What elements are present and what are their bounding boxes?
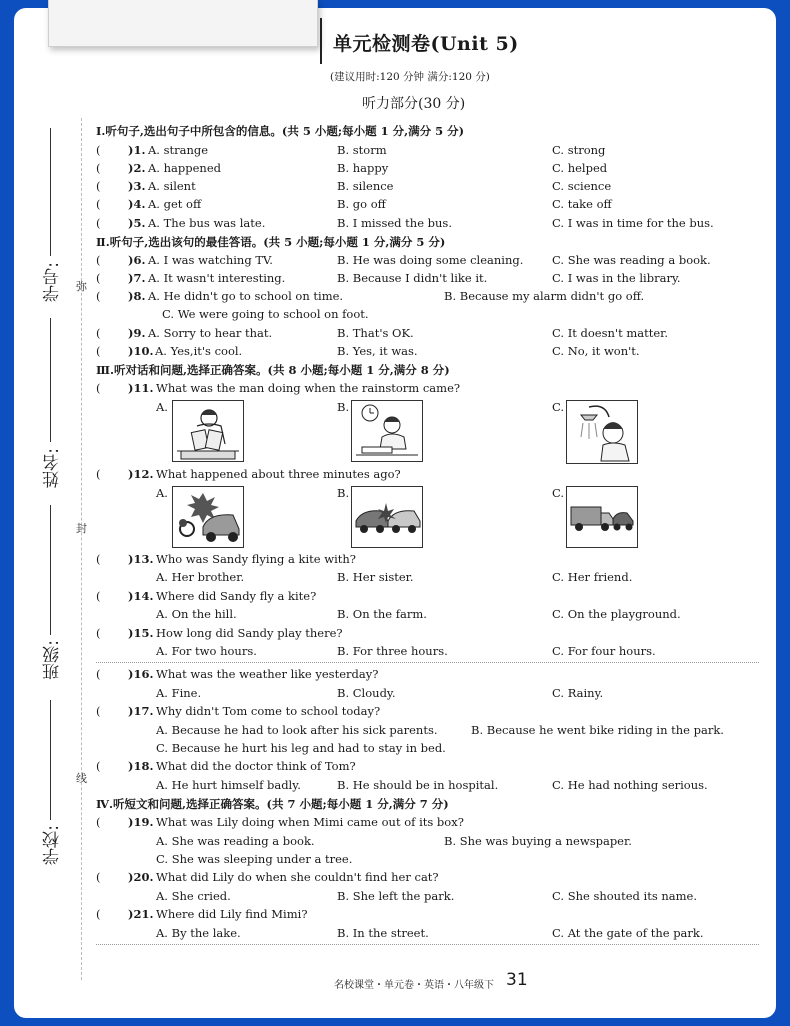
q10-option-b: B. Yes, it was. <box>337 344 418 358</box>
q3-number: )3. <box>128 179 146 193</box>
q5-number: )5. <box>128 216 146 230</box>
q21-option-c: C. At the gate of the park. <box>552 926 704 940</box>
q17-option-b: B. Because he went bike riding in the park. <box>471 723 724 737</box>
listening-section-title: 听力部分(30 分) <box>362 96 466 112</box>
q17-number: )17. <box>128 704 154 718</box>
q11-option-a-label: A. <box>156 400 168 414</box>
q15-number: )15. <box>128 626 154 640</box>
q14-number: )14. <box>128 589 154 603</box>
page-number: 31 <box>506 970 528 990</box>
q21-option-a: A. By the lake. <box>156 926 241 940</box>
q13-question: Who was Sandy flying a kite with? <box>156 552 356 566</box>
q10-number: )10. <box>128 344 154 358</box>
q1-option-b: B. storm <box>337 143 387 157</box>
q6-option-a: A. I was watching TV. <box>148 253 273 267</box>
q2-option-b: B. happy <box>337 161 389 175</box>
answer-paren: ( <box>96 271 101 285</box>
q16-question: What was the weather like yesterday? <box>156 667 379 681</box>
answer-paren: ( <box>96 197 101 211</box>
footer-series-title: 名校课堂・单元卷・英语・八年级下 <box>334 980 494 991</box>
q15-option-c: C. For four hours. <box>552 644 656 658</box>
answer-paren: ( <box>96 143 101 157</box>
q17-option-c: C. Because he hurt his leg and had to stay in bed. <box>156 741 446 755</box>
q16-option-a: A. Fine. <box>156 686 202 700</box>
q10-option-c: C. No, it won't. <box>552 344 640 358</box>
q15-option-b: B. For three hours. <box>337 644 448 658</box>
q18-option-a: A. He hurt himself badly. <box>156 778 301 792</box>
q14-option-a: A. On the hill. <box>156 607 237 621</box>
q13-option-a: A. Her brother. <box>156 570 245 584</box>
title-rule <box>320 18 322 64</box>
q4-option-a: A. get off <box>148 197 202 211</box>
answer-paren: ( <box>96 626 101 640</box>
q16-option-c: C. Rainy. <box>552 686 604 700</box>
q14-option-b: B. On the farm. <box>337 607 427 621</box>
q8-option-c: C. We were going to school on foot. <box>162 307 369 321</box>
q5-option-a: A. The bus was late. <box>148 216 266 230</box>
q16-number: )16. <box>128 667 154 681</box>
dotted-separator <box>96 662 759 663</box>
part1-heading: Ⅰ.听句子,选出句子中所包含的信息。(共 5 小题;每小题 1 分,满分 5 分) <box>96 124 465 138</box>
q3-option-a: A. silent <box>148 179 196 193</box>
answer-paren: ( <box>96 467 101 481</box>
q20-number: )20. <box>128 870 154 884</box>
q9-option-c: C. It doesn't matter. <box>552 326 669 340</box>
time-score-note: (建议用时:120 分钟 满分:120 分) <box>330 71 490 83</box>
answer-paren: ( <box>96 759 101 773</box>
q6-option-b: B. He was doing some cleaning. <box>337 253 524 267</box>
q18-option-c: C. He had nothing serious. <box>552 778 708 792</box>
q14-question: Where did Sandy fly a kite? <box>156 589 317 603</box>
part2-heading: Ⅱ.听句子,选出该句的最佳答语。(共 5 小题;每小题 1 分,满分 5 分) <box>96 235 446 249</box>
class-blank <box>50 505 51 635</box>
q3-option-c: C. science <box>552 179 612 193</box>
answer-paren: ( <box>96 552 101 566</box>
answer-paren: ( <box>96 381 101 395</box>
q11-picture-b-man-writing <box>351 400 423 462</box>
q19-number: )19. <box>128 815 154 829</box>
binding-dashed-line <box>81 118 82 980</box>
q20-question: What did Lily do when she couldn't find her cat? <box>156 870 439 884</box>
q6-option-c: C. She was reading a book. <box>552 253 711 267</box>
q12-number: )12. <box>128 467 154 481</box>
q11-option-c-label: C. <box>552 400 565 414</box>
q11-option-b-label: B. <box>337 400 350 414</box>
q11-picture-c-shower <box>566 400 638 464</box>
q6-number: )6. <box>128 253 146 267</box>
answer-paren: ( <box>96 907 101 921</box>
q12-picture-b-car-crash <box>351 486 423 548</box>
part4-heading: Ⅳ.听短文和问题,选择正确答案。(共 7 小题;每小题 1 分,满分 7 分) <box>96 797 449 811</box>
q9-option-a: A. Sorry to hear that. <box>148 326 273 340</box>
seal-mark-feng: 封 <box>76 522 87 535</box>
student-number-blank <box>50 128 51 256</box>
q12-picture-c-truck-car <box>566 486 638 548</box>
q13-option-c: C. Her friend. <box>552 570 633 584</box>
q9-number: )9. <box>128 326 146 340</box>
q1-option-c: C. strong <box>552 143 606 157</box>
class-label: 班级: <box>43 640 63 680</box>
q12-question: What happened about three minutes ago? <box>156 467 401 481</box>
part3-heading: Ⅲ.听对话和问题,选择正确答案。(共 8 小题;每小题 1 分,满分 8 分) <box>96 363 450 377</box>
q7-option-c: C. I was in the library. <box>552 271 681 285</box>
q7-option-a: A. It wasn't interesting. <box>148 271 286 285</box>
q12-option-c-label: C. <box>552 486 565 500</box>
q8-option-b: B. Because my alarm didn't go off. <box>444 289 645 303</box>
q8-option-a: A. He didn't go to school on time. <box>148 289 344 303</box>
q1-number: )1. <box>128 143 146 157</box>
q19-option-a: A. She was reading a book. <box>156 834 315 848</box>
q12-option-b-label: B. <box>337 486 350 500</box>
seal-mark-xian: 线 <box>76 772 87 785</box>
q11-picture-a-man-reading <box>172 400 244 462</box>
book-cover-corner <box>48 0 318 47</box>
q15-option-a: A. For two hours. <box>156 644 257 658</box>
q14-option-c: C. On the playground. <box>552 607 681 621</box>
q1-option-a: A. strange <box>148 143 209 157</box>
page-title: 单元检测卷(Unit 5) <box>333 33 519 55</box>
answer-paren: ( <box>96 589 101 603</box>
q4-option-c: C. take off <box>552 197 612 211</box>
q2-option-a: A. happened <box>148 161 221 175</box>
student-number-label: 学号: <box>43 262 63 302</box>
q18-number: )18. <box>128 759 154 773</box>
q2-option-c: C. helped <box>552 161 608 175</box>
answer-paren: ( <box>96 161 101 175</box>
school-label: 学校: <box>43 825 63 865</box>
q13-number: )13. <box>128 552 154 566</box>
answer-paren: ( <box>96 344 101 358</box>
q19-question: What was Lily doing when Mimi came out of its box? <box>156 815 464 829</box>
q16-option-b: B. Cloudy. <box>337 686 396 700</box>
q13-option-b: B. Her sister. <box>337 570 414 584</box>
q20-option-c: C. She shouted its name. <box>552 889 698 903</box>
student-name-label: 姓名: <box>43 448 63 488</box>
q21-option-b: B. In the street. <box>337 926 429 940</box>
q18-option-b: B. He should be in hospital. <box>337 778 499 792</box>
answer-paren: ( <box>96 289 101 303</box>
q19-option-c: C. She was sleeping under a tree. <box>156 852 353 866</box>
answer-paren: ( <box>96 326 101 340</box>
q12-option-a-label: A. <box>156 486 168 500</box>
q5-option-c: C. I was in time for the bus. <box>552 216 714 230</box>
q3-option-b: B. silence <box>337 179 394 193</box>
q10-option-a: A. Yes,it's cool. <box>155 344 243 358</box>
q15-question: How long did Sandy play there? <box>156 626 343 640</box>
q11-question: What was the man doing when the rainstorm came? <box>156 381 461 395</box>
q20-option-a: A. She cried. <box>156 889 231 903</box>
answer-paren: ( <box>96 216 101 230</box>
student-name-blank <box>50 318 51 442</box>
q7-number: )7. <box>128 271 146 285</box>
q18-question: What did the doctor think of Tom? <box>156 759 356 773</box>
q11-number: )11. <box>128 381 154 395</box>
q19-option-b: B. She was buying a newspaper. <box>444 834 632 848</box>
answer-paren: ( <box>96 870 101 884</box>
q17-option-a: A. Because he had to look after his sick parents. <box>156 723 438 737</box>
seal-mark-mi: 弥 <box>76 280 87 293</box>
q12-picture-a-motorbike-crash <box>172 486 244 548</box>
answer-paren: ( <box>96 179 101 193</box>
q5-option-b: B. I missed the bus. <box>337 216 452 230</box>
q4-option-b: B. go off <box>337 197 386 211</box>
answer-paren: ( <box>96 667 101 681</box>
q21-number: )21. <box>128 907 154 921</box>
dotted-separator <box>96 944 759 945</box>
q21-question: Where did Lily find Mimi? <box>156 907 308 921</box>
answer-paren: ( <box>96 704 101 718</box>
q20-option-b: B. She left the park. <box>337 889 455 903</box>
q7-option-b: B. Because I didn't like it. <box>337 271 488 285</box>
q9-option-b: B. That's OK. <box>337 326 414 340</box>
q4-number: )4. <box>128 197 146 211</box>
q8-number: )8. <box>128 289 146 303</box>
answer-paren: ( <box>96 253 101 267</box>
school-blank <box>50 700 51 820</box>
q17-question: Why didn't Tom come to school today? <box>156 704 381 718</box>
q2-number: )2. <box>128 161 146 175</box>
answer-paren: ( <box>96 815 101 829</box>
